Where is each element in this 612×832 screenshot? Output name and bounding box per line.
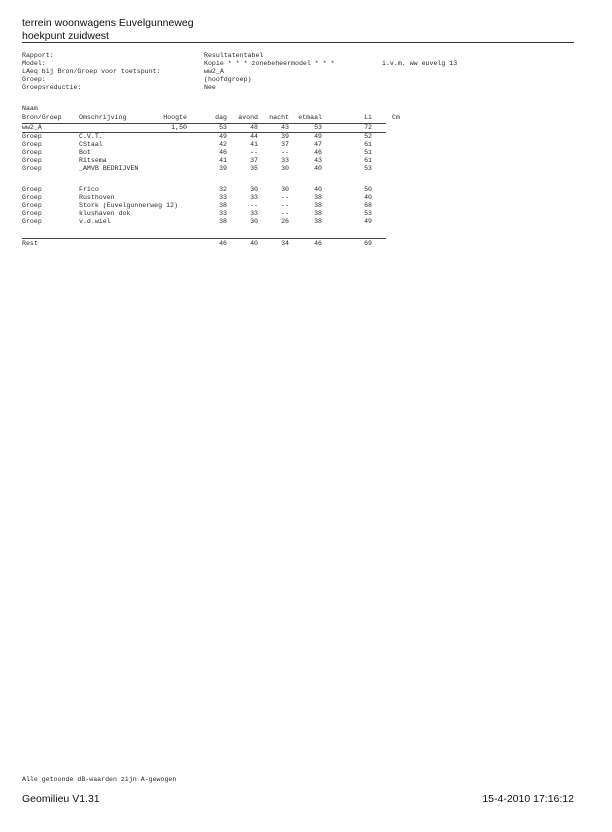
cell-etmaal: 38 [314,210,322,217]
cell-etmaal: 46 [314,149,322,156]
footnote: Alle getoonde dB-waarden zijn A-gewogen [22,776,177,783]
cell-bron: Groep [22,218,42,225]
cell-li: 40 [364,194,372,201]
cell-dag: 42 [219,141,227,148]
cell-nacht: -- [281,194,289,201]
cell-bron: Groep [22,157,42,164]
cell-li: 51 [364,149,372,156]
cell-etmaal: 40 [314,165,322,172]
meta-model-extra: i.v.m. ww euvelg 13 [382,60,458,67]
cell-bron: Groep [22,133,42,140]
cell-etmaal: 46 [314,240,322,247]
cell-bron: Rest [22,240,38,247]
cell-bron: Bron/Groep [22,114,62,121]
cell-nacht: 26 [281,218,289,225]
meta-rapport-value: Resultatentabel [204,52,264,59]
cell-li: 61 [364,157,372,164]
cell-etmaal: etmaal [298,114,322,121]
cell-dag: 46 [219,149,227,156]
cell-avond: 30 [250,186,258,193]
cell-nacht: 39 [281,133,289,140]
cell-avond: 30 [250,218,258,225]
cell-omschrijving: Stork (Euvelgunnerweg 12) [79,202,178,209]
cell-li: 50 [364,186,372,193]
cell-dag: dag [215,114,227,121]
cell-omschrijving: C.V.T. [79,133,103,140]
cell-li: 68 [364,202,372,209]
cell-dag: 38 [219,202,227,209]
cell-li: 49 [364,218,372,225]
software-version: Geomilieu V1.31 [22,793,100,805]
cell-dag: 32 [219,186,227,193]
cell-bron: Groep [22,165,42,172]
cell-etmaal: 38 [314,202,322,209]
cell-dag: 33 [219,194,227,201]
cell-nacht: 34 [281,240,289,247]
cell-dag: 38 [219,218,227,225]
meta-reductie-label: Groepsreductie: [22,84,82,91]
cell-li: 69 [364,240,372,247]
cell-nacht: -- [281,202,289,209]
cell-bron: Groep [22,149,42,156]
cell-bron: Groep [22,202,42,209]
cell-etmaal: 53 [314,124,322,131]
cell-li: 61 [364,141,372,148]
cell-li: 72 [364,124,372,131]
cell-nacht: 33 [281,157,289,164]
cell-bron: Groep [22,186,42,193]
document-subtitle: hoekpunt zuidwest [22,30,109,42]
cell-omschrijving: Frico [79,186,99,193]
cell-nacht: -- [281,149,289,156]
cell-avond: -- [250,149,258,156]
cell-etmaal: 47 [314,141,322,148]
cell-li: 53 [364,165,372,172]
meta-groep-label: Groep: [22,76,46,83]
cell-omschrijving: Bot [79,149,91,156]
meta-laeq-value: ww2_A [204,68,224,75]
cell-dag: 41 [219,157,227,164]
cell-nacht: 30 [281,165,289,172]
cell-avond: -- [250,202,258,209]
cell-omschrijving: v.d.wiel [79,218,111,225]
cell-nacht: -- [281,210,289,217]
meta-laeq-label: LAeq bij Bron/Groep voor toetspunt: [22,68,161,75]
cell-avond: 44 [250,133,258,140]
cell-omschrijving: Ritsema [79,157,107,164]
table-header-naam: Naam [22,105,38,112]
cell-omschrijving: CStaal [79,141,103,148]
cell-nacht: nacht [269,114,289,121]
cell-etmaal: 38 [314,194,322,201]
cell-etmaal: 40 [314,186,322,193]
cell-bron: Groep [22,194,42,201]
cell-omschrijving: klushaven dok [79,210,131,217]
cell-bron: Groep [22,210,42,217]
cell-dag: 39 [219,165,227,172]
cell-etmaal: 49 [314,133,322,140]
cell-omschrijving: Rusthoven [79,194,115,201]
cell-omschrijving: Omschrijving [79,114,127,121]
results-table [22,105,422,255]
cell-bron: ww2_A [22,124,42,131]
print-timestamp: 15-4-2010 17:16:12 [482,793,574,805]
cell-avond: 33 [250,210,258,217]
cell-dag: 49 [219,133,227,140]
cell-avond: 48 [250,124,258,131]
cell-avond: 33 [250,194,258,201]
cell-nacht: 30 [281,186,289,193]
cell-hoogte: Hoogte [163,114,187,121]
meta-model-value: Kopie * * * zonebeheermodel * * * [204,60,335,67]
cell-avond: avond [238,114,258,121]
meta-model-label: Model: [22,60,46,67]
cell-avond: 37 [250,157,258,164]
cell-bron: Groep [22,141,42,148]
cell-nacht: 37 [281,141,289,148]
cell-etmaal: 43 [314,157,322,164]
cell-nacht: 43 [281,124,289,131]
cell-avond: 40 [250,240,258,247]
cell-dag: 53 [219,124,227,131]
document-title: terrein woonwagens Euvelgunneweg [22,17,194,29]
cell-omschrijving: _AMVB BEDRIJVEN [79,165,139,172]
meta-rapport-label: Rapport: [22,52,54,59]
meta-reductie-value: Nee [204,84,216,91]
cell-etmaal: 38 [314,218,322,225]
cell-li: 53 [364,210,372,217]
cell-dag: 33 [219,210,227,217]
cell-cm: Cm [392,114,400,121]
cell-li: Li [364,114,372,121]
rest-divider [22,238,386,239]
cell-li: 52 [364,133,372,140]
header-rule [22,42,574,43]
meta-groep-value: (hoofdgroep) [204,76,252,83]
cell-dag: 46 [219,240,227,247]
cell-avond: 41 [250,141,258,148]
cell-hoogte: 1,50 [171,124,187,131]
cell-avond: 35 [250,165,258,172]
